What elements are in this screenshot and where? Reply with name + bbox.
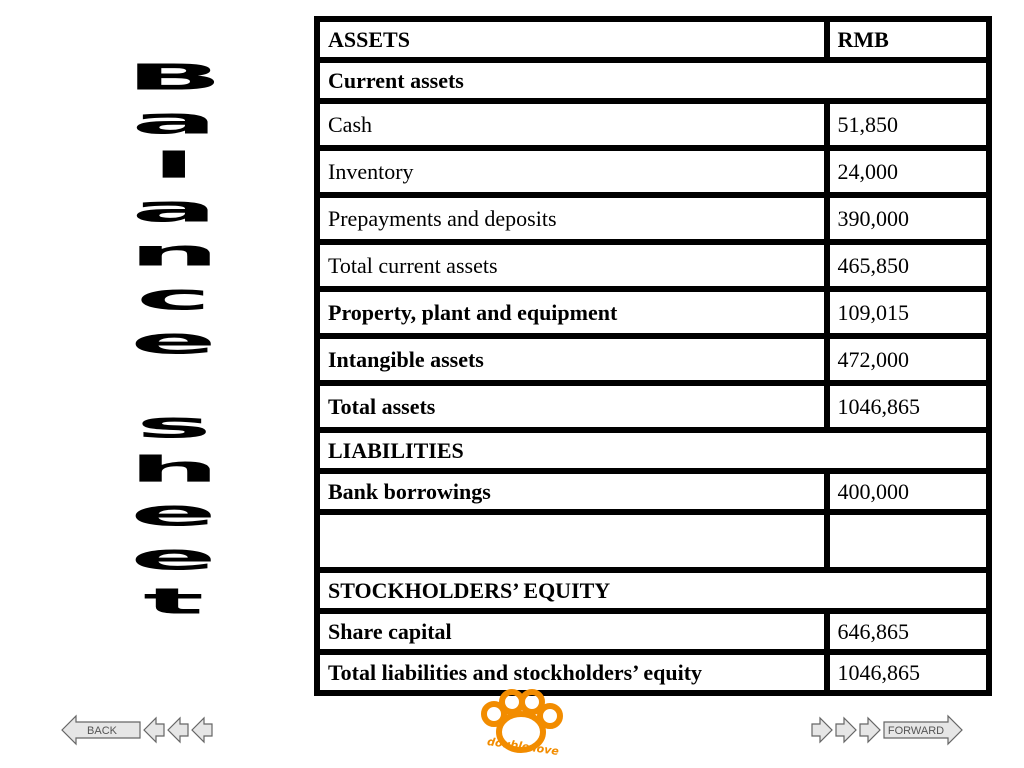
arrow-right-icon bbox=[860, 718, 880, 742]
row-label: Share capital bbox=[320, 614, 824, 649]
table-row-empty bbox=[320, 515, 986, 567]
row-value: 1046,865 bbox=[830, 386, 986, 427]
table-row bbox=[320, 655, 986, 690]
title-letter: n bbox=[128, 233, 220, 275]
row-value: 390,000 bbox=[830, 198, 986, 239]
forward-button[interactable] bbox=[810, 713, 966, 747]
section-row bbox=[320, 573, 986, 608]
row-label: Cash bbox=[320, 104, 824, 145]
title-letter: a bbox=[130, 189, 218, 231]
title-letter: s bbox=[135, 405, 213, 447]
row-label: Total current assets bbox=[320, 245, 824, 286]
row-value: 400,000 bbox=[830, 474, 986, 509]
table-row bbox=[320, 474, 986, 509]
row-value: 646,865 bbox=[830, 614, 986, 649]
column-header-assets: ASSETS bbox=[320, 22, 824, 57]
row-label: Total assets bbox=[320, 386, 824, 427]
back-button[interactable] bbox=[60, 713, 218, 747]
row-value: 1046,865 bbox=[830, 655, 986, 690]
row-value: 465,850 bbox=[830, 245, 986, 286]
arrow-left-icon bbox=[144, 718, 164, 742]
title-letter: t bbox=[143, 581, 205, 623]
title-letter: e bbox=[130, 321, 218, 363]
table-row bbox=[320, 339, 986, 380]
table-row bbox=[320, 245, 986, 286]
row-label: Intangible assets bbox=[320, 339, 824, 380]
row-value: 51,850 bbox=[830, 104, 986, 145]
table-header-row bbox=[320, 22, 986, 57]
section-row bbox=[320, 433, 986, 468]
arrow-right-icon bbox=[812, 718, 832, 742]
row-label bbox=[320, 515, 824, 567]
back-nav[interactable] bbox=[60, 713, 218, 747]
forward-nav[interactable] bbox=[810, 713, 966, 747]
back-label: BACK bbox=[87, 725, 117, 737]
title-letter: B bbox=[125, 57, 223, 99]
section-label: Current assets bbox=[320, 63, 986, 98]
title-gap bbox=[108, 364, 240, 404]
table-row bbox=[320, 386, 986, 427]
row-value bbox=[830, 515, 986, 567]
title-letter: c bbox=[136, 277, 212, 319]
row-value: 472,000 bbox=[830, 339, 986, 380]
table-row bbox=[320, 292, 986, 333]
forward-label: FORWARD bbox=[887, 725, 945, 737]
row-label: Total liabilities and stockholders’ equity bbox=[320, 655, 824, 690]
balance-sheet-table bbox=[314, 16, 992, 696]
title-letter: l bbox=[152, 145, 196, 187]
arrow-left-icon bbox=[168, 718, 188, 742]
column-header-currency: RMB bbox=[830, 22, 986, 57]
table-row bbox=[320, 198, 986, 239]
row-label: Prepayments and deposits bbox=[320, 198, 824, 239]
logo-text: double love bbox=[486, 735, 560, 758]
arrow-right-icon bbox=[836, 718, 856, 742]
row-label: Property, plant and equipment bbox=[320, 292, 824, 333]
title-letter: e bbox=[130, 537, 218, 579]
row-value: 24,000 bbox=[830, 151, 986, 192]
row-label: Inventory bbox=[320, 151, 824, 192]
table-row bbox=[320, 151, 986, 192]
table-row bbox=[320, 614, 986, 649]
section-label: LIABILITIES bbox=[320, 433, 986, 468]
row-value: 109,015 bbox=[830, 292, 986, 333]
section-label: STOCKHOLDERS’ EQUITY bbox=[320, 573, 986, 608]
arrow-left-icon bbox=[192, 718, 212, 742]
title-letter: h bbox=[128, 449, 220, 491]
page-title bbox=[108, 56, 240, 624]
section-row bbox=[320, 63, 986, 98]
table-row bbox=[320, 104, 986, 145]
title-letter: a bbox=[130, 101, 218, 143]
title-letter: e bbox=[130, 493, 218, 535]
row-label: Bank borrowings bbox=[320, 474, 824, 509]
